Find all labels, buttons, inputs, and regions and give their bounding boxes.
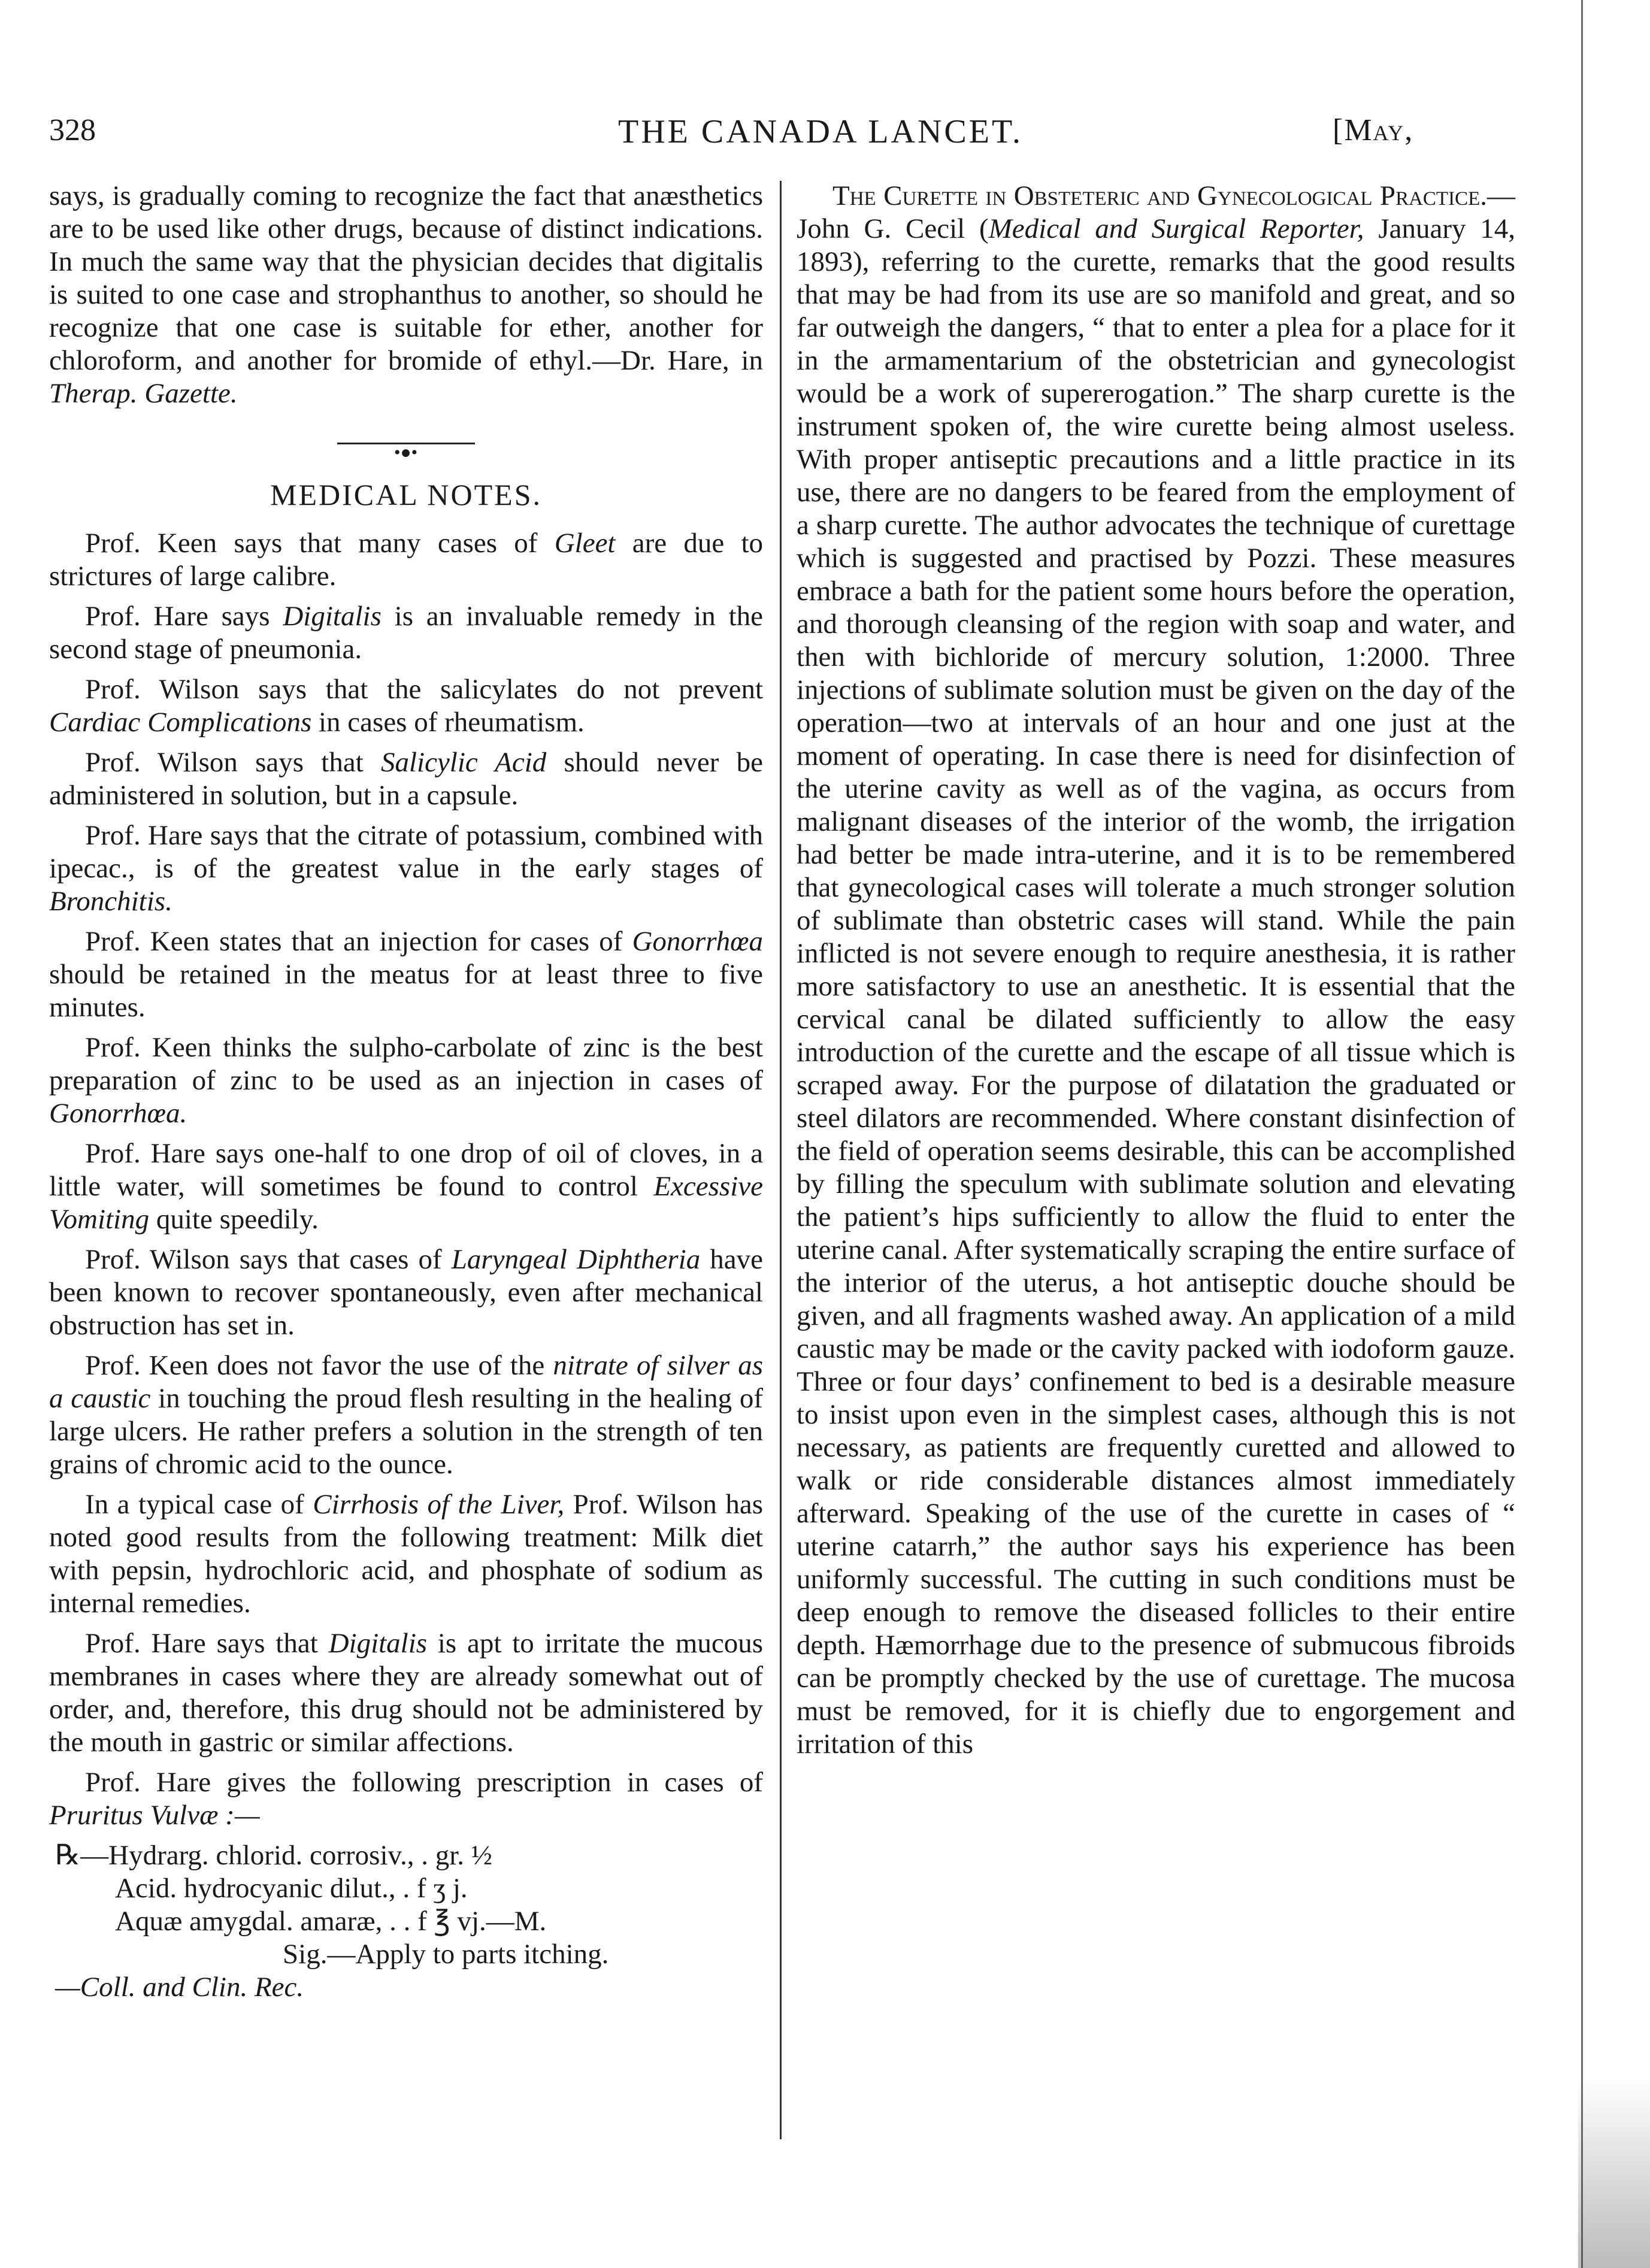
note-paragraph: Prof. Keen says that many cases of Gleet are due to strictures of large calibre.: [49, 528, 763, 592]
note-paragraph: Prof. Keen does not favor the use of the nitrate of silver as a caustic in touching the proud flesh resulting in the healing of large ulcers. He rather prefers a solution in the strength of ten grains of chromic acid to the ounce.: [49, 1350, 764, 1480]
prescription-line: Acid. hydrocyanic dilut., . f ʒ j.: [115, 1873, 468, 1904]
section-ornament: [49, 427, 763, 461]
page-number: 328: [49, 113, 96, 147]
note-paragraph: Prof. Wilson says that cases of Laryngeal Diphtheria have been known to recover spontaneously, even after mechanical obstruction has set in.: [49, 1244, 763, 1341]
page-edge-line: [1581, 0, 1583, 2268]
prescription-block: [55, 1839, 763, 2004]
ornament-dot: •●•: [394, 443, 418, 462]
note-paragraph: Prof. Hare says that the citrate of potassium, combined with ipecac., is of the greatest value in the early stages of Bronchitis.: [49, 820, 763, 917]
left-column: [49, 180, 763, 2004]
prescription-line: ℞—Hydrarg. chlorid. corrosiv., . gr. ½: [55, 1840, 493, 1871]
note-paragraph: Prof. Hare says that Digitalis is apt to irritate the mucous membranes in cases where they are already somewhat out of order, and, therefore, this drug should not be administered by the mouth in gastric or similar affections.: [49, 1628, 763, 1758]
prescription-signa: Sig.—Apply to parts itching.: [283, 1939, 609, 1970]
note-paragraph: Prof. Hare says Digitalis is an invaluable remedy in the second stage of pneumonia.: [49, 601, 764, 665]
note-paragraph: Prof. Wilson says that Salicylic Acid should never be administered in solution, but in a capsule.: [49, 747, 763, 811]
curette-article: The Curette in Obsteteric and Gynecological Practice.—John G. Cecil (Medical and Surgical Reporter, January 14, 1893), referring to the curette, remarks that the good results that may be had from its use are so manifold and great, and so far outweigh the dangers, “ that to enter a plea for a place for it in the armamentarium of the obstetrician and gynecologist would be a work of supererogation.” The sharp curette is the instrument spoken of, the wire curette being almost useless. With proper antiseptic precautions and a little practice in its use, there are no dangers to be feared from the employment of a sharp curette. The author advocates the technique of curettage which is suggested and practised by Pozzi. These measures embrace a bath for the patient some hours before the operation, and thorough cleansing of the region with soap and water, and then with bichloride of mercury solution, 1:2000. Three injections of sublimate solution must be given on the day of the operation—two at intervals of an hour and one just at the moment of operating. In case there is need for disinfection of the uterine cavity as well as of the vagina, as occurs from malignant diseases of the interior of the womb, the irrigation had better be made intra-uterine, and it is to be remembered that gynecological cases will tolerate a much stronger solution of sublimate than obstetric cases will stand. While the pain inflicted is not severe enough to require anesthesia, it is rather more satisfactory to use an anesthetic. It is essential that the cervical canal be dilated sufficiently to allow the easy introduction of the curette and the escape of all tissue which is scraped away. For the purpose of dilatation the graduated or steel dilators are recommended. Where constant disinfection of the field of operation seems desirable, this can be accomplished by filling the speculum with sublimate solution and elevating the patient’s hips sufficiently to allow the fluid to enter the uterine canal. After systematically scraping the entire surface of the interior of the uterus, a hot antiseptic douche should be given, and all fragments washed away. An application of a mild caustic may be made or the cavity packed with iodoform gauze. Three or four days’ confinement to bed is a desirable measure to insist upon even in the simplest cases, although this is not necessary, as patients are frequently curetted and allowed to walk or ride considerable distances almost immediately afterward. Speaking of the use of the curette in cases of “ uterine catarrh,” the author says his experience has been uniformly successful. The cutting in such conditions must be deep enough to remove the diseased follicles to their entire depth. Hæmorrhage due to the presence of submucous fibroids can be promptly checked by the use of curettage. The mucosa must be removed, for it is chiefly due to engorgement and irritation of this: [797, 180, 1515, 1760]
journal-title: THE CANADA LANCET.: [618, 113, 1024, 150]
note-paragraph: Prof. Keen states that an injection for cases of Gonorrhœa should be retained in the meatus for at least three to five minutes.: [49, 926, 763, 1023]
right-column: [797, 180, 1515, 1761]
intro-paragraph: says, is gradually coming to recognize the fact that anæsthetics are to be used like other drugs, because of distinct indications. In much the same way that the physician decides that digitalis is suited to one case and strophanthus to another, so should he recognize that one case is suitable for ether, another for chloroform, and another for bromide of ethyl.—Dr. Hare, in Therap. Gazette.: [49, 180, 763, 409]
note-paragraph: Prof. Keen thinks the sulpho-carbolate of zinc is the best preparation of zinc to be used as an injection in cases of Gonorrhœa.: [49, 1032, 763, 1129]
page-edge-smudge: [1578, 2076, 1650, 2268]
note-paragraph: In a typical case of Cirrhosis of the Liver, Prof. Wilson has noted good results from the following treatment: Milk diet with pepsin, hydrochloric acid, and phosphate of sodium as internal remedies.: [49, 1489, 763, 1619]
prescription-line: Aquæ amygdal. amaræ, . . f ℥ vj.—M.: [115, 1906, 547, 1937]
prescription-source: —Coll. and Clin. Rec.: [55, 1972, 304, 2003]
note-paragraph: Prof. Wilson says that the salicylates do not prevent Cardiac Complications in cases of rheumatism.: [49, 674, 763, 738]
article-title: The Curette in Obsteteric and Gynecological Practice.: [832, 180, 1487, 211]
issue-month: [May,: [1333, 113, 1414, 147]
note-paragraph: Prof. Hare gives the following prescription in cases of Pruritus Vulvæ :—: [49, 1767, 763, 1831]
note-paragraph: Prof. Hare says one-half to one drop of oil of cloves, in a little water, will sometimes be found to control Excessive Vomiting quite speedily.: [49, 1138, 763, 1235]
running-header: [0, 113, 1650, 166]
section-heading: MEDICAL NOTES.: [270, 478, 542, 511]
column-divider: [780, 181, 782, 2139]
